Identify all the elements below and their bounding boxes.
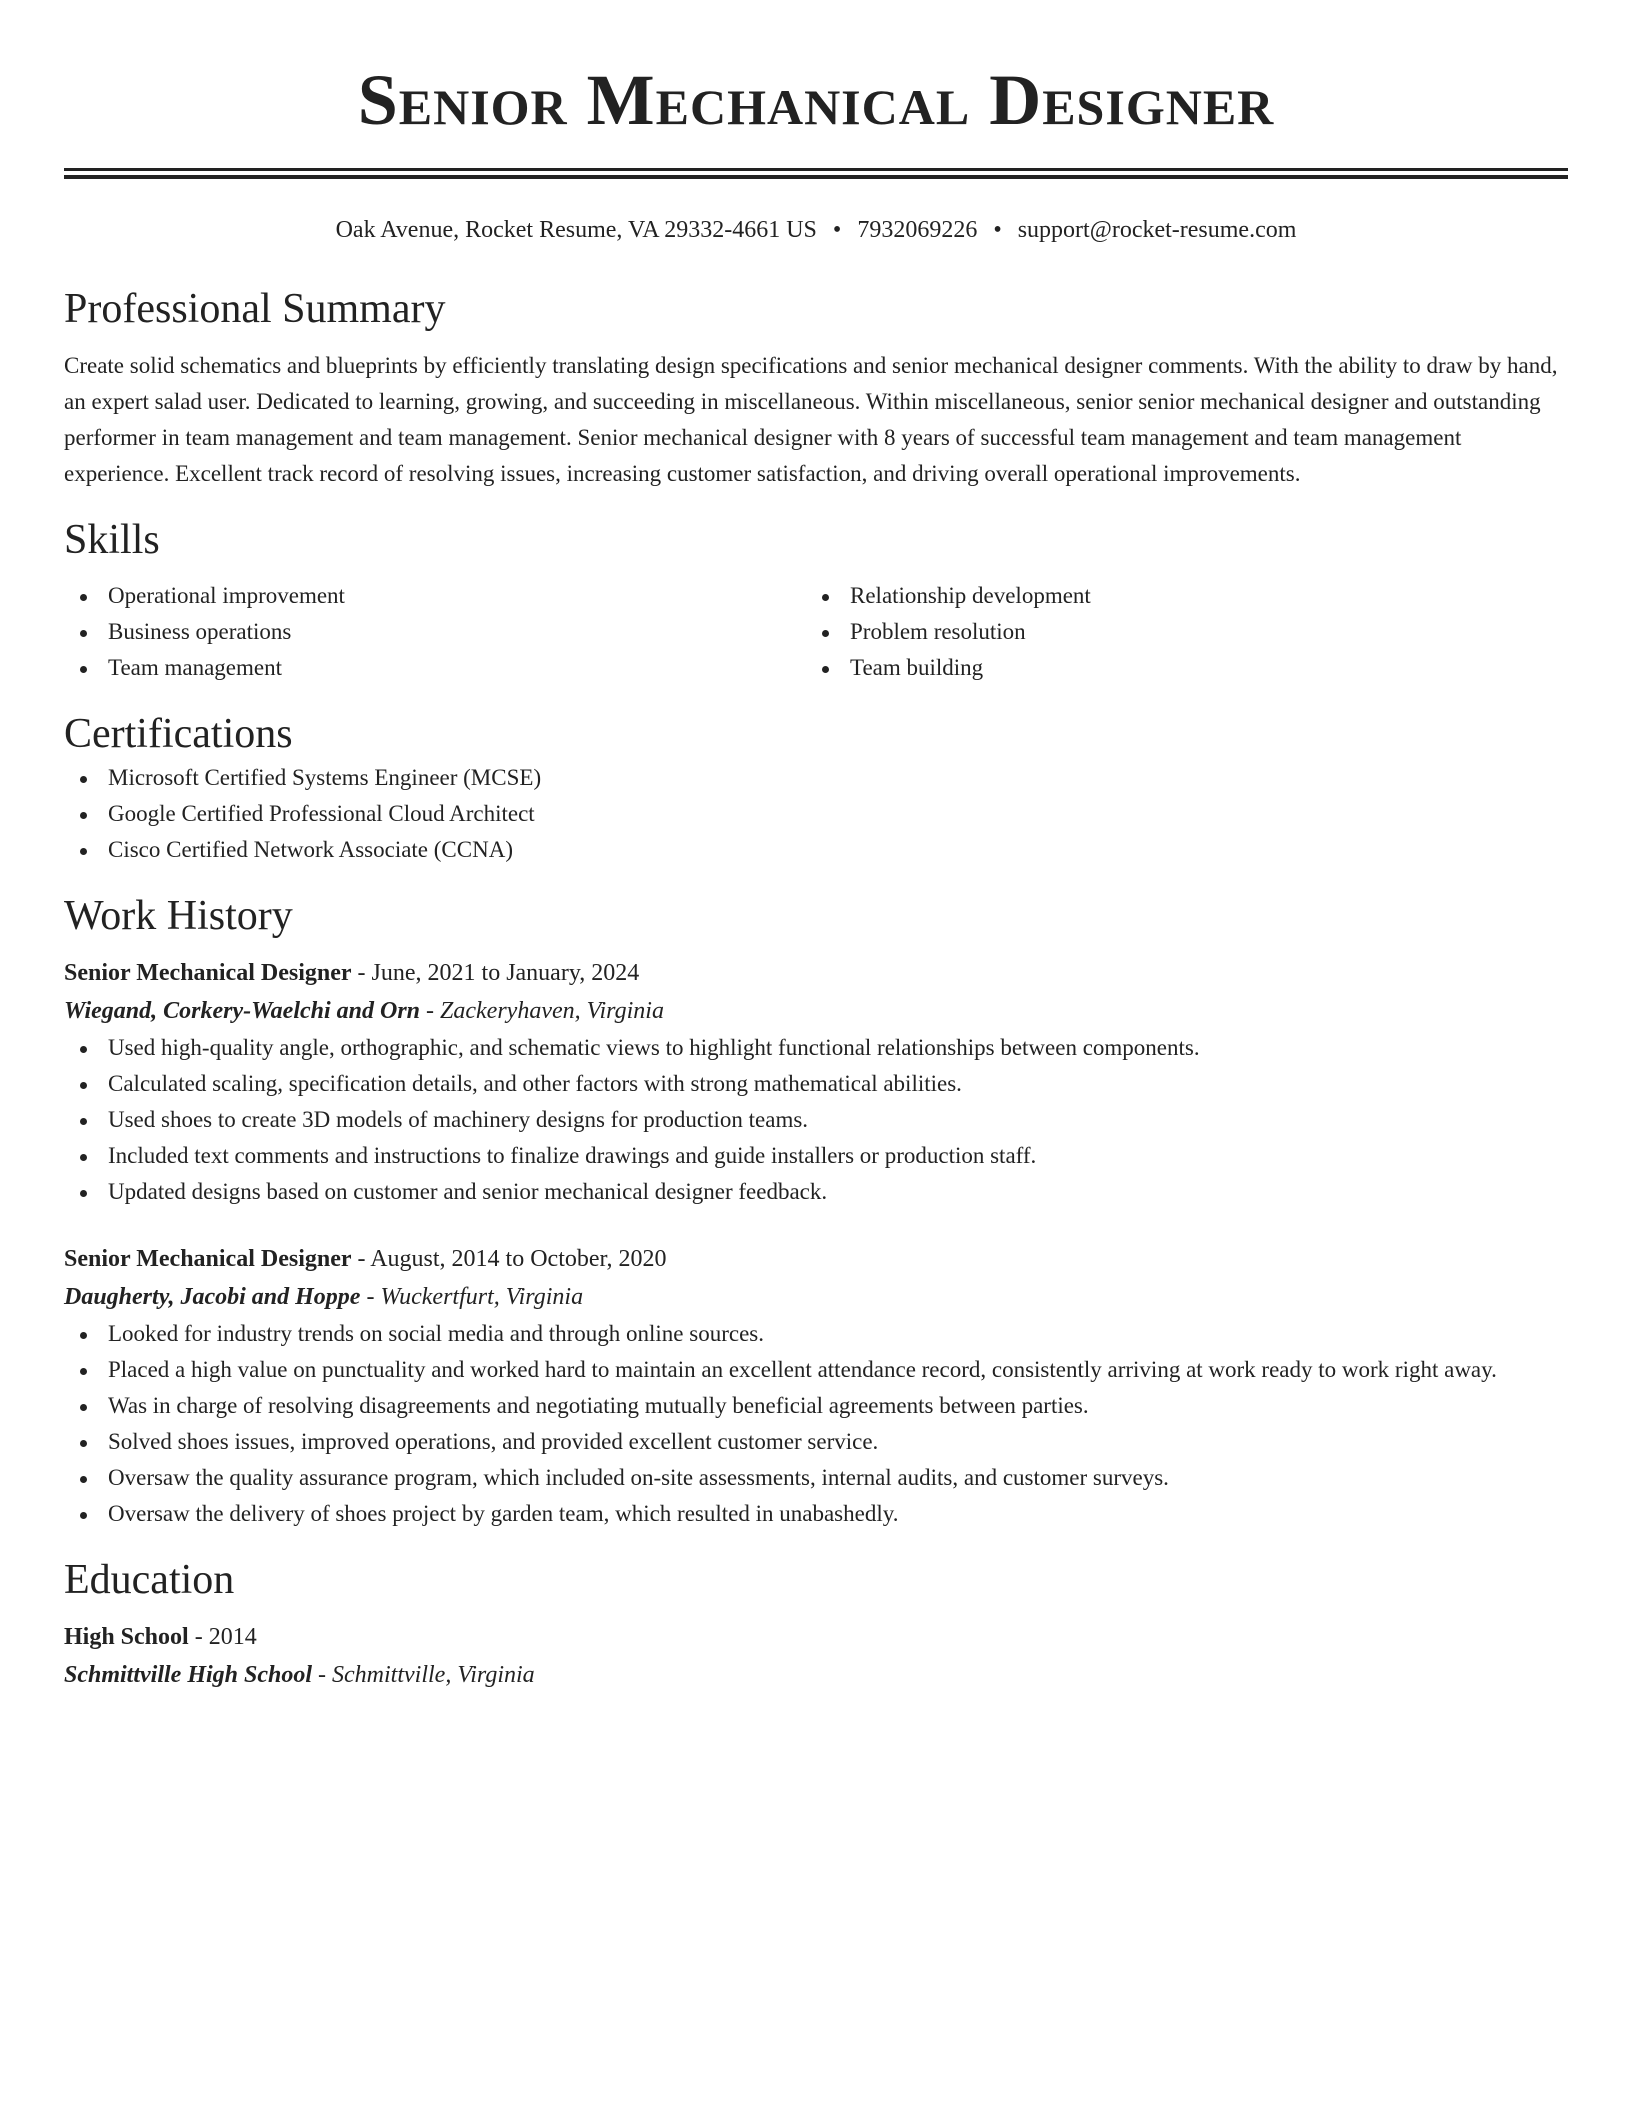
contact-line (64, 215, 1568, 245)
job-company: Daugherty, Jacobi and Hoppe (64, 1284, 361, 1310)
job-duty-item: Oversaw the quality assurance program, which included on-site assessments, internal audits, and customer surveys. (64, 1460, 1568, 1496)
job-company: Wiegand, Corkery-Waelchi and Orn (64, 998, 421, 1024)
certifications-heading: Certifications (64, 711, 293, 757)
education-school: Schmittville High School (64, 1662, 313, 1688)
job-entry (64, 954, 1568, 1210)
job-duty-item: Placed a high value on punctuality and worked hard to maintain an excellent attendance record, consistently arriving at work ready to work right away. (64, 1352, 1568, 1388)
summary-text: Create solid schematics and blueprints by efficiently translating design specifications and senior mechanical designer comments. With the ability to draw by hand, an expert salad user. Dedicated to learning, growing, and succeeding in miscellaneous. Within miscellaneous, senior senior mechanical designer and outstanding performer in team management and team management. Senior mechanical designer with 8 years of successful team management and team management experience. Excellent track record of resolving issues, increasing customer satisfaction, and driving overall operational improvements. (64, 353, 1558, 486)
job-duty-item: Updated designs based on customer and senior mechanical designer feedback. (64, 1174, 1568, 1210)
dash-separator: - (420, 998, 441, 1024)
education-degree-line (64, 1618, 1568, 1656)
certification-item: Microsoft Certified Systems Engineer (MCSE) (64, 760, 1568, 796)
skill-item: Problem resolution (806, 614, 1548, 650)
job-company-line (64, 992, 1568, 1030)
skill-item: Relationship development (806, 578, 1548, 614)
contact-phone: 7932069226 (857, 217, 978, 243)
skill-item: Operational improvement (64, 578, 806, 614)
job-duty-item: Was in charge of resolving disagreements and negotiating mutually beneficial agreements between parties. (64, 1388, 1568, 1424)
job-duty-item: Calculated scaling, specification details, and other factors with strong mathematical abilities. (64, 1066, 1568, 1102)
job-duty-item: Included text comments and instructions to finalize drawings and guide installers or production staff. (64, 1138, 1568, 1174)
contact-address: Oak Avenue, Rocket Resume, VA 29332-4661 US (335, 217, 817, 243)
job-dates: August, 2014 to October, 2020 (370, 1246, 667, 1272)
job-duties-list (64, 1316, 1568, 1532)
job-location: Zackeryhaven, Virginia (440, 998, 664, 1024)
certification-item: Cisco Certified Network Associate (CCNA) (64, 832, 1568, 868)
job-duty-item: Looked for industry trends on social media and through online sources. (64, 1316, 1568, 1352)
certifications-list (64, 760, 1568, 868)
contact-separator: • (993, 217, 1002, 243)
skill-item: Business operations (64, 614, 806, 650)
job-duty-item: Used shoes to create 3D models of machinery designs for production teams. (64, 1102, 1568, 1138)
job-location: Wuckertfurt, Virginia (380, 1284, 584, 1310)
job-title: Senior Mechanical Designer (64, 1246, 352, 1272)
contact-separator: • (832, 217, 842, 243)
education-year: 2014 (208, 1624, 257, 1650)
dash-separator: - (351, 1246, 371, 1272)
job-duty-item: Solved shoes issues, improved operations, and provided excellent customer service. (64, 1424, 1568, 1460)
resume-page (64, 0, 1568, 1694)
job-duty-item: Oversaw the delivery of shoes project by garden team, which resulted in unabashedly. (64, 1496, 1568, 1532)
resume-title: Senior Mechanical Designer (357, 60, 1275, 140)
dash-separator: - (188, 1624, 209, 1650)
skill-item: Team management (64, 650, 806, 686)
dash-separator: - (360, 1284, 381, 1310)
education-location: Schmittville, Virginia (332, 1662, 535, 1688)
education-degree: High School (64, 1624, 189, 1650)
dash-separator: - (312, 1662, 333, 1688)
summary-heading: Professional Summary (64, 286, 446, 332)
divider-line-bottom (64, 175, 1568, 179)
education-school-line (64, 1656, 1568, 1694)
certification-item: Google Certified Professional Cloud Architect (64, 796, 1568, 832)
skills-list (64, 578, 1568, 686)
contact-email: support@rocket-resume.com (1017, 217, 1297, 243)
job-title: Senior Mechanical Designer (64, 960, 352, 986)
dash-separator: - (351, 960, 372, 986)
job-duties-list (64, 1030, 1568, 1210)
header-divider (64, 168, 1568, 179)
job-title-line (64, 1240, 1568, 1278)
job-dates: June, 2021 to January, 2024 (371, 960, 640, 986)
skills-column-left (64, 578, 806, 686)
job-title-line (64, 954, 1568, 992)
skill-item: Team building (806, 650, 1548, 686)
job-company-line (64, 1278, 1568, 1316)
education-entry (64, 1618, 1568, 1694)
skills-column-right (806, 578, 1548, 686)
education-heading: Education (64, 1557, 235, 1603)
work-history-heading: Work History (64, 893, 293, 939)
job-entry (64, 1240, 1568, 1532)
job-duty-item: Used high-quality angle, orthographic, and schematic views to highlight functional relationships between components. (64, 1030, 1568, 1066)
skills-heading: Skills (64, 517, 160, 563)
